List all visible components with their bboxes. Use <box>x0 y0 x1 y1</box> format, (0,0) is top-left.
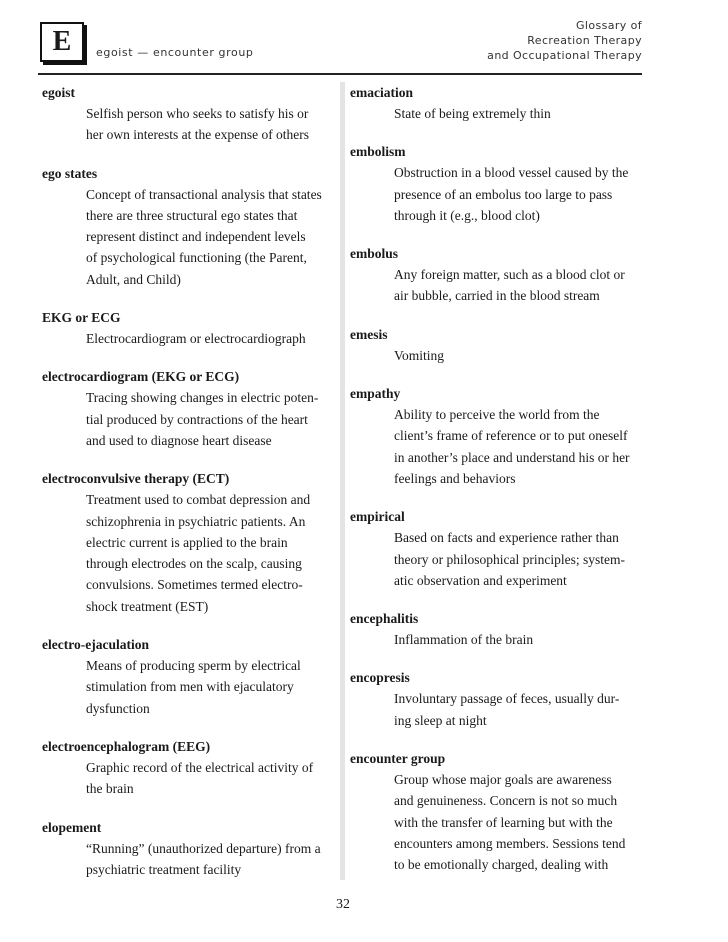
header-title-line: Recreation Therapy <box>527 34 642 47</box>
glossary-definition-line: encounters among members. Sessions tend <box>394 835 626 851</box>
glossary-term: electroencephalogram (EEG) <box>42 738 211 754</box>
glossary-definition-line: of psychological functioning (the Parent, <box>86 250 307 266</box>
glossary-definition-line: Electrocardiogram or electrocardiograph <box>86 331 306 347</box>
glossary-term: ego states <box>42 165 98 181</box>
glossary-term: emesis <box>350 326 388 342</box>
glossary-definition-line: feelings and behaviors <box>394 470 516 486</box>
glossary-term: electro-ejaculation <box>42 637 149 653</box>
glossary-entry <box>350 324 646 366</box>
glossary-definition-line: Obstruction in a blood vessel caused by the <box>394 165 629 181</box>
glossary-definition-line: atic observation and experiment <box>394 572 567 588</box>
glossary-definition-line: Group whose major goals are awareness <box>394 772 612 788</box>
glossary-term: empathy <box>350 386 401 402</box>
glossary-definition-line: Selfish person who seeks to satisfy his or <box>86 106 309 121</box>
glossary-entry <box>350 82 646 124</box>
glossary-definition-line: psychiatric treatment facility <box>86 861 242 877</box>
glossary-definition-line: represent distinct and independent levels <box>86 229 306 245</box>
glossary-term: encounter group <box>350 751 446 767</box>
right-column <box>350 82 646 876</box>
glossary-entry <box>350 608 646 650</box>
glossary-entry <box>42 366 338 451</box>
glossary-entry <box>350 748 646 875</box>
entry-spacer <box>42 617 338 634</box>
entry-spacer <box>350 366 646 383</box>
glossary-definition-line: Inflammation of the brain <box>394 632 534 648</box>
glossary-term: egoist <box>42 85 75 100</box>
header-title-line: and Occupational Therapy <box>487 49 642 62</box>
page-number: 32 <box>336 897 350 912</box>
glossary-definition-line: Ability to perceive the world from the <box>394 407 600 423</box>
glossary-entry <box>42 307 338 349</box>
glossary-entry <box>42 163 338 290</box>
glossary-definition-line: “Running” (unauthorized departure) from a <box>86 840 321 856</box>
glossary-definition-line: State of being extremely thin <box>394 106 551 121</box>
header-rule <box>38 73 642 75</box>
entry-spacer <box>350 489 646 506</box>
glossary-entry <box>42 82 338 146</box>
glossary-entry <box>350 506 646 591</box>
glossary-definition-line: Concept of transactional analysis that states <box>86 186 322 202</box>
glossary-definition-line: Treatment used to combat depression and <box>86 492 311 508</box>
glossary-definition-line: air bubble, carried in the blood stream <box>394 288 600 304</box>
glossary-definition-line: and used to diagnose heart disease <box>86 432 272 448</box>
glossary-definition-line: Any foreign matter, such as a blood clot or <box>394 267 625 283</box>
glossary-term: elopement <box>42 819 102 835</box>
header-term-range: egoist — encounter group <box>96 46 254 59</box>
glossary-entry <box>350 667 646 731</box>
page-header <box>0 0 728 80</box>
glossary-definition-line: her own interests at the expense of others <box>86 127 310 143</box>
glossary-term: electroconvulsive therapy (ECT) <box>42 471 230 487</box>
glossary-entry <box>42 736 338 800</box>
glossary-term: embolus <box>350 246 399 262</box>
glossary-definition-line: Graphic record of the electrical activity of <box>86 759 314 775</box>
glossary-definition-line: shock treatment (EST) <box>86 598 209 614</box>
glossary-definition-line: with the transfer of learning but with the <box>394 814 613 830</box>
entry-spacer <box>42 451 338 468</box>
entry-spacer <box>42 719 338 736</box>
left-column <box>42 82 338 880</box>
glossary-definition-line: client’s frame of reference or to put oneself <box>394 428 628 444</box>
glossary-term: electrocardiogram (EKG or ECG) <box>42 369 240 385</box>
glossary-definition-line: dysfunction <box>86 700 150 716</box>
glossary-term: emaciation <box>350 85 413 100</box>
glossary-definition-line: Adult, and Child) <box>86 271 181 287</box>
column-divider <box>340 82 345 880</box>
glossary-definition-line: stimulation from men with ejaculatory <box>86 679 294 695</box>
entry-spacer <box>42 800 338 817</box>
entry-spacer <box>350 731 646 748</box>
glossary-definition-line: through it (e.g., blood clot) <box>394 207 540 223</box>
glossary-definition-line: there are three structural ego states that <box>86 207 298 223</box>
glossary-term: encopresis <box>350 670 410 686</box>
glossary-definition-line: Based on facts and experience rather than <box>394 530 619 546</box>
glossary-entry <box>42 817 338 881</box>
glossary-entry <box>350 141 646 226</box>
entry-spacer <box>350 307 646 324</box>
glossary-definition-line: electric current is applied to the brain <box>86 534 288 550</box>
glossary-definition-line: tial produced by contractions of the heart <box>86 411 308 427</box>
glossary-definition-line: through electrodes on the scalp, causing <box>86 556 302 572</box>
entry-spacer <box>42 290 338 307</box>
entry-spacer <box>350 124 646 141</box>
glossary-definition-line: convulsions. Sometimes termed electro- <box>86 577 303 593</box>
glossary-definition-line: and genuineness. Concern is not so much <box>394 793 618 809</box>
header-title-line: Glossary of <box>575 19 642 32</box>
entry-spacer <box>42 146 338 163</box>
glossary-term: embolism <box>350 144 406 160</box>
entry-spacer <box>350 226 646 243</box>
glossary-entry <box>350 383 646 489</box>
entry-spacer <box>42 349 338 366</box>
glossary-definition-line: Tracing showing changes in electric poten- <box>86 390 319 406</box>
glossary-term: empirical <box>350 509 405 525</box>
glossary-definition-line: Vomiting <box>394 347 445 363</box>
entry-spacer <box>350 591 646 608</box>
entry-spacer <box>350 650 646 667</box>
glossary-definition-line: presence of an embolus too large to pass <box>394 186 613 202</box>
glossary-definition-line: Means of producing sperm by electrical <box>86 658 301 674</box>
glossary-definition-line: theory or philosophical principles; system- <box>394 551 625 567</box>
glossary-definition-line: schizophrenia in psychiatric patients. An <box>86 513 306 529</box>
glossary-entry <box>42 468 338 617</box>
header-book-title <box>487 18 642 63</box>
glossary-term: EKG or ECG <box>42 310 121 326</box>
glossary-definition-line: ing sleep at night <box>394 712 487 728</box>
glossary-definition-line: Involuntary passage of feces, usually dur- <box>394 691 620 707</box>
glossary-definition-line: to be emotionally charged, dealing with <box>394 857 609 873</box>
glossary-entry <box>350 243 646 307</box>
glossary-definition-line: in another’s place and understand his or her <box>394 449 630 465</box>
section-letter-badge: E <box>40 22 84 62</box>
glossary-definition-line: the brain <box>86 781 134 797</box>
glossary-term: encephalitis <box>350 611 419 627</box>
glossary-entry <box>42 634 338 719</box>
